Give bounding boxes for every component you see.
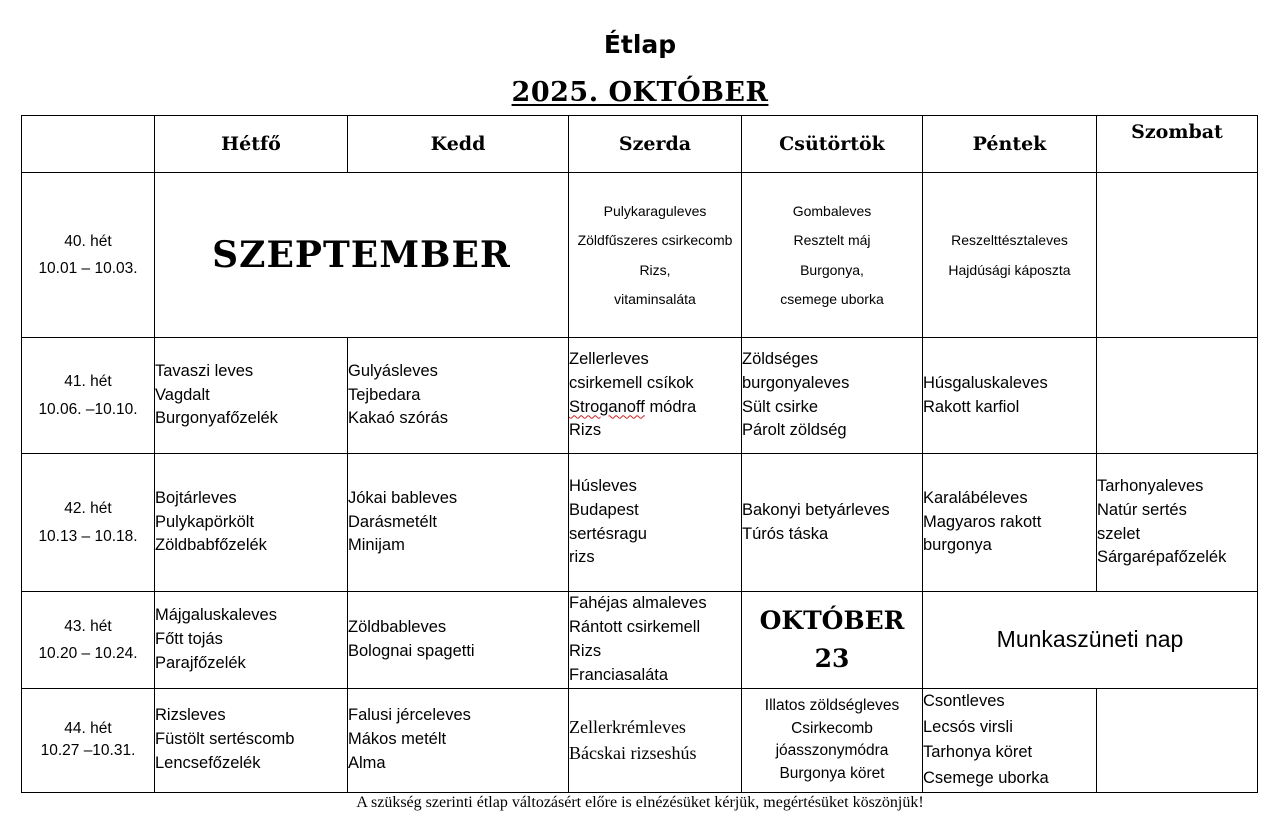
menu-item: Tarhonyaleves xyxy=(1097,476,1204,495)
week-label-cell xyxy=(22,173,155,338)
week-range: 10.13 – 10.18. xyxy=(38,527,138,545)
menu-item: Mákos metélt xyxy=(348,730,447,749)
menu-item: Zellerleves xyxy=(569,349,649,368)
menu-item: Bácskai rizseshús xyxy=(569,743,697,764)
menu-item: Resztelt máj xyxy=(793,232,871,249)
menu-item: jóasszonymódra xyxy=(775,742,889,760)
menu-item: Fahéjas almaleves xyxy=(569,594,707,612)
month-heading: 2025. OKTÓBER xyxy=(511,77,769,108)
menu-item: Darásmetélt xyxy=(348,512,437,531)
monday-menu xyxy=(155,338,348,454)
menu-item: Túrós táska xyxy=(742,524,829,543)
week-number: 43. hét xyxy=(64,617,112,635)
wednesday-menu xyxy=(569,688,742,792)
menu-item: Csemege uborka xyxy=(923,768,1049,787)
week-row-41 xyxy=(22,338,1258,454)
menu-item: Zöldbableves xyxy=(348,617,447,636)
tuesday-menu xyxy=(348,338,569,454)
page-title: Étlap xyxy=(603,30,677,59)
spellcheck-word: Stroganoff xyxy=(569,397,645,416)
menu-item: Parajfőzelék xyxy=(155,653,246,672)
menu-item: Sárgarépafőzelék xyxy=(1097,548,1227,567)
menu-item: Magyaros rakott xyxy=(923,512,1042,531)
holiday-month: OKTÓBER xyxy=(759,606,905,636)
menu-item: Jókai bableves xyxy=(348,488,458,507)
week-number: 40. hét xyxy=(64,232,112,250)
friday-menu xyxy=(923,173,1097,338)
menu-item: Rizsleves xyxy=(155,706,226,725)
week-number: 41. hét xyxy=(64,373,112,391)
menu-item: Falusi jérceleves xyxy=(348,706,471,725)
week-label-cell xyxy=(22,454,155,592)
saturday-menu xyxy=(1097,454,1258,592)
menu-item: Csontleves xyxy=(923,692,1005,711)
menu-item: Reszelttésztaleves xyxy=(951,232,1068,249)
header-row xyxy=(22,116,1258,173)
menu-item: Rizs xyxy=(569,641,602,660)
holiday-day: 23 xyxy=(814,643,850,673)
thursday-menu xyxy=(742,173,923,338)
saturday-menu xyxy=(1097,173,1258,338)
menu-item xyxy=(569,396,741,420)
menu-item: Budapest xyxy=(569,500,639,519)
day-header-monday: Hétfő xyxy=(155,116,348,173)
week-number: 42. hét xyxy=(64,500,112,518)
menu-item: Májgaluskaleves xyxy=(155,605,277,624)
menu-item: Sült csirke xyxy=(742,397,819,416)
menu-item: Kakaó szórás xyxy=(348,409,448,428)
menu-item: Hajdúsági káposzta xyxy=(948,261,1071,278)
menu-item: Gulyásleves xyxy=(348,361,438,380)
saturday-menu xyxy=(1097,338,1258,454)
menu-item: Rizs xyxy=(569,421,602,440)
september-banner: SZEPTEMBER xyxy=(155,173,569,338)
menu-item: burgonyaleves xyxy=(742,373,850,392)
menu-item: csirkemell csíkok xyxy=(569,373,694,392)
monday-menu xyxy=(155,688,348,792)
week-row-43 xyxy=(22,592,1258,689)
menu-item: Bakonyi betyárleves xyxy=(742,500,890,519)
week-range: 10.20 – 10.24. xyxy=(38,644,138,662)
day-header-friday: Péntek xyxy=(923,116,1097,173)
thursday-menu xyxy=(742,688,923,792)
week-label-cell xyxy=(22,592,155,689)
monday-menu xyxy=(155,454,348,592)
menu-item: Rizs, xyxy=(639,261,671,278)
week-range: 10.06. –10.10. xyxy=(38,400,138,418)
menu-item: Burgonya köret xyxy=(779,764,885,782)
day-header-saturday: Szombat xyxy=(1097,116,1258,173)
thursday-menu xyxy=(742,338,923,454)
menu-item: Burgonya, xyxy=(800,261,864,278)
week-row-40 xyxy=(22,173,1258,338)
menu-item: Párolt zöldség xyxy=(742,421,847,440)
week-row-44 xyxy=(22,688,1258,792)
menu-item: Illatos zöldségleves xyxy=(764,697,900,715)
menu-item: Bojtárleves xyxy=(155,488,237,507)
public-holiday-note: Munkaszüneti nap xyxy=(923,592,1258,689)
menu-item: csemege uborka xyxy=(780,290,884,307)
menu-item: Tarhonya köret xyxy=(923,743,1033,762)
menu-item: Tejbedara xyxy=(348,385,421,404)
tuesday-menu xyxy=(348,454,569,592)
wednesday-menu xyxy=(569,173,742,338)
menu-item: Zöldséges xyxy=(742,349,819,368)
menu-item: Füstölt sertéscomb xyxy=(155,730,295,749)
menu-item: Pulykapörkölt xyxy=(155,512,255,531)
menu-item: burgonya xyxy=(923,536,992,555)
menu-item: Burgonyafőzelék xyxy=(155,409,278,428)
week-range: 10.27 –10.31. xyxy=(40,742,136,760)
menu-item: Natúr sertés xyxy=(1097,500,1187,519)
menu-item: Csirkecomb xyxy=(791,719,873,737)
menu-item-suffix: módra xyxy=(649,397,697,416)
menu-item: Minijam xyxy=(348,536,405,555)
tuesday-menu xyxy=(348,688,569,792)
saturday-menu xyxy=(1097,688,1258,792)
menu-item: Bolognai spagetti xyxy=(348,641,475,660)
wednesday-menu xyxy=(569,454,742,592)
menu-item: Lencsefőzelék xyxy=(155,754,261,773)
friday-menu xyxy=(923,688,1097,792)
october-23-holiday xyxy=(742,592,923,689)
week-row-42 xyxy=(22,454,1258,592)
wednesday-menu xyxy=(569,338,742,454)
menu-item: Alma xyxy=(348,754,386,773)
menu-item: vitaminsaláta xyxy=(614,290,696,307)
footer-note: A szükség szerinti étlap változásért előre is elnézésüket kérjük, megértésüket köszönjük! xyxy=(356,794,924,811)
menu-item: Karalábéleves xyxy=(923,488,1028,507)
friday-menu xyxy=(923,338,1097,454)
menu-item: Franciasaláta xyxy=(569,665,669,684)
menu-item: Főtt tojás xyxy=(155,629,223,648)
menu-item: Vagdalt xyxy=(155,385,210,404)
day-header-thursday: Csütörtök xyxy=(742,116,923,173)
tuesday-menu xyxy=(348,592,569,689)
menu-table xyxy=(21,115,1258,793)
week-label-cell xyxy=(22,338,155,454)
monday-menu xyxy=(155,592,348,689)
week-range: 10.01 – 10.03. xyxy=(38,260,138,277)
menu-item: Rakott karfiol xyxy=(923,397,1020,416)
menu-item: szelet xyxy=(1097,524,1141,543)
menu-item: rizs xyxy=(569,548,595,567)
menu-item: sertésragu xyxy=(569,524,647,543)
thursday-menu xyxy=(742,454,923,592)
menu-item: Zellerkrémleves xyxy=(569,717,686,738)
menu-item: Pulykaraguleves xyxy=(603,203,707,220)
menu-item: Húsleves xyxy=(569,476,637,495)
menu-item: Rántott csirkemell xyxy=(569,617,701,636)
corner-cell xyxy=(22,116,155,173)
menu-item: Tavaszi leves xyxy=(155,361,254,380)
week-number: 44. hét xyxy=(64,719,112,737)
menu-item: Lecsós virsli xyxy=(923,717,1013,736)
wednesday-menu xyxy=(569,592,742,689)
day-header-wednesday: Szerda xyxy=(569,116,742,173)
day-header-tuesday: Kedd xyxy=(348,116,569,173)
menu-item: Gombaleves xyxy=(792,203,872,220)
menu-item: Húsgaluskaleves xyxy=(923,373,1048,392)
week-label-cell xyxy=(22,688,155,792)
menu-item: Zöldbabfőzelék xyxy=(155,536,267,555)
menu-item: Zöldfűszeres csirkecomb xyxy=(577,232,733,249)
friday-menu xyxy=(923,454,1097,592)
